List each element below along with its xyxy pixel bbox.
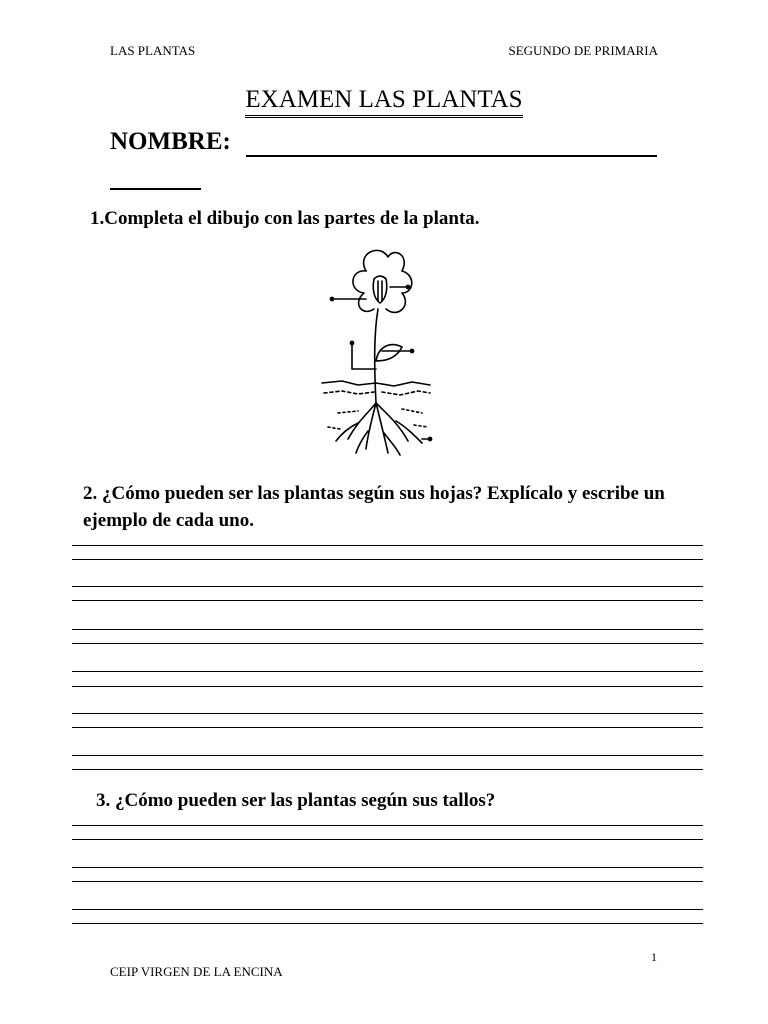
question-2: 2. ¿Cómo pueden ser las plantas según sus hojas? Explícalo y escribe un ejemplo de cada uno. [83, 483, 665, 531]
answer-line[interactable] [72, 600, 703, 601]
answer-line[interactable] [72, 769, 703, 770]
answer-line[interactable] [72, 909, 703, 910]
answer-line[interactable] [72, 881, 703, 882]
plant-diagram [318, 243, 433, 458]
answer-line[interactable] [72, 713, 703, 714]
name-underline-continued[interactable] [110, 188, 201, 190]
name-underline[interactable] [246, 155, 657, 157]
page-title-text: EXAMEN LAS PLANTAS [245, 87, 522, 118]
answer-line[interactable] [72, 559, 703, 560]
answer-line[interactable] [72, 867, 703, 868]
header-left: LAS PLANTAS [110, 43, 196, 58]
page-title [0, 86, 768, 118]
question-3: 3. ¿Cómo pueden ser las plantas según sus tallos? [96, 790, 496, 811]
answer-line[interactable] [72, 643, 703, 644]
answer-line[interactable] [72, 825, 703, 826]
answer-line[interactable] [72, 755, 703, 756]
answer-line[interactable] [72, 727, 703, 728]
footer-school: CEIP VIRGEN DE LA ENCINA [110, 964, 283, 979]
answer-line[interactable] [72, 686, 703, 687]
answer-line[interactable] [72, 545, 703, 546]
answer-line[interactable] [72, 671, 703, 672]
answer-line[interactable] [72, 586, 703, 587]
answer-line[interactable] [72, 923, 703, 924]
answer-line[interactable] [72, 839, 703, 840]
flower-petal-left [353, 271, 374, 311]
flower-center [373, 276, 387, 303]
question-1: 1.Completa el dibujo con las partes de la planta. [90, 208, 480, 229]
plant-leaf [376, 345, 402, 361]
flower-petal-top [364, 250, 405, 271]
flower-petal-right [386, 271, 412, 312]
header-right: SEGUNDO DE PRIMARIA [508, 43, 658, 58]
name-label: NOMBRE: [110, 128, 231, 155]
page-number: 1 [651, 950, 657, 964]
answer-line[interactable] [72, 629, 703, 630]
